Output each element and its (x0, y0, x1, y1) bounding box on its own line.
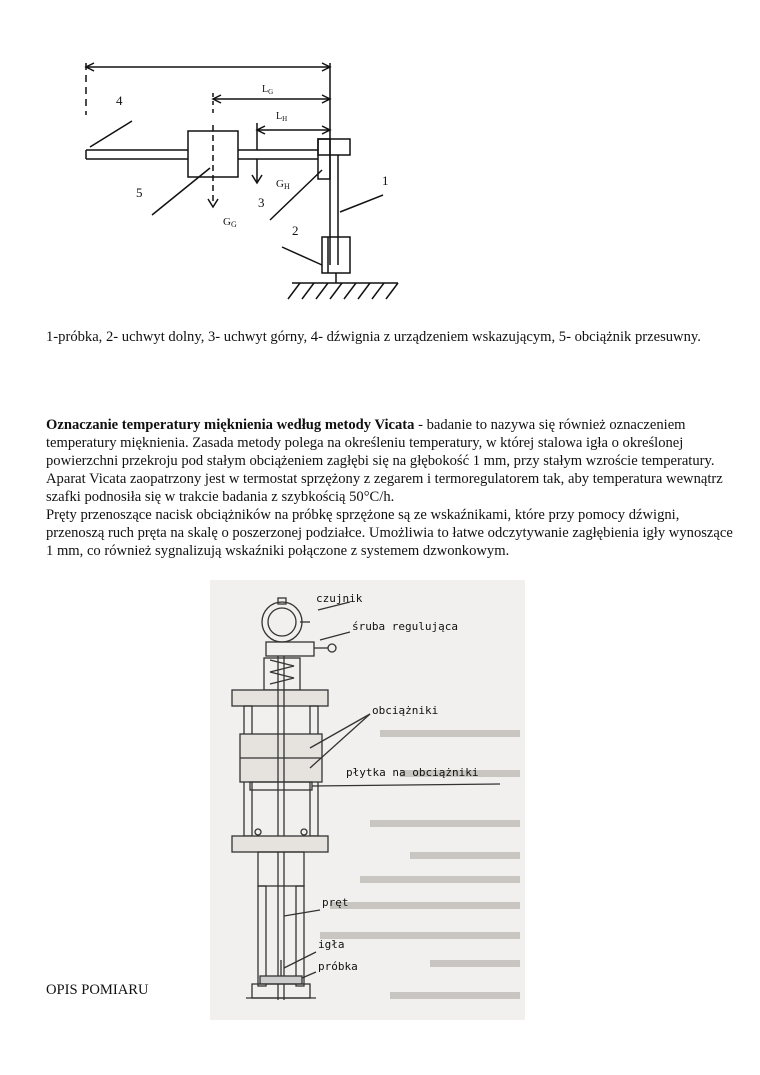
label-igla: igła (318, 938, 345, 951)
label-probka: próbka (318, 960, 358, 973)
vicat-section (46, 416, 736, 560)
label-5: 5 (136, 185, 143, 200)
opis-pomiaru-heading: OPIS POMIARU (46, 982, 149, 998)
label-1: 1 (382, 173, 389, 188)
label-3: 3 (258, 195, 265, 210)
vicat-apparatus-diagram (210, 580, 525, 1020)
apparatus-paragraph: Aparat Vicata zaopatrzony jest w termostat sprzężony z zegarem i termoregulatorem tak, aby temperatura wewnątrz szafki podnosiła się w trakcie badania z szybkością 50°C/h. (46, 471, 723, 505)
label-obciazniki: obciążniki (372, 704, 439, 717)
label-gh: GH (276, 178, 290, 191)
label-lg: $L_G$ (262, 84, 274, 96)
label-2: 2 (292, 223, 299, 238)
section-title: Oznaczanie temperatury mięknienia według metody Vicata (46, 417, 415, 433)
diagram-caption: 1-próbka, 2- uchwyt dolny, 3- uchwyt górny, 4- dźwignia z urządzeniem wskazującym, 5- obciążnik przesuwny. (46, 329, 701, 345)
label-czujnik: czujnik (316, 592, 363, 605)
label-lh: $L_H$ (276, 111, 288, 123)
label-plytka-na-obciazniki: płytka na obciążniki (346, 766, 479, 779)
label-sruba-regulujaca: śruba regulująca (352, 620, 458, 633)
rods-paragraph: Pręty przenoszące nacisk obciążników na próbkę sprzężone są ze wskaźnikami, które przy pomocy dźwigni, przenoszą ruch pręta na skalę o poszerzonej podziałce. Umożliwia to łatwe odczytywanie zagłębienia igły wynoszące 1 mm, co również sygnalizują wskaźniki połączone z systemem dzwonkowym. (46, 507, 733, 559)
label-gg: GG (223, 216, 237, 229)
label-pret: pręt (322, 896, 349, 909)
intro-paragraph (46, 416, 736, 470)
lever-diagram (60, 55, 420, 310)
intro-text: - badanie to nazywa się również oznaczeniem temperatury mięknienia. Zasada metody polega na określeniu temperatury, w której stalowa igła o określonej powierzchni przekroju pod stałym obciążeniem zagłębi się na głębokość 1 mm, przy stałym wzroście temperatury. (46, 417, 715, 469)
label-4: 4 (116, 93, 123, 108)
